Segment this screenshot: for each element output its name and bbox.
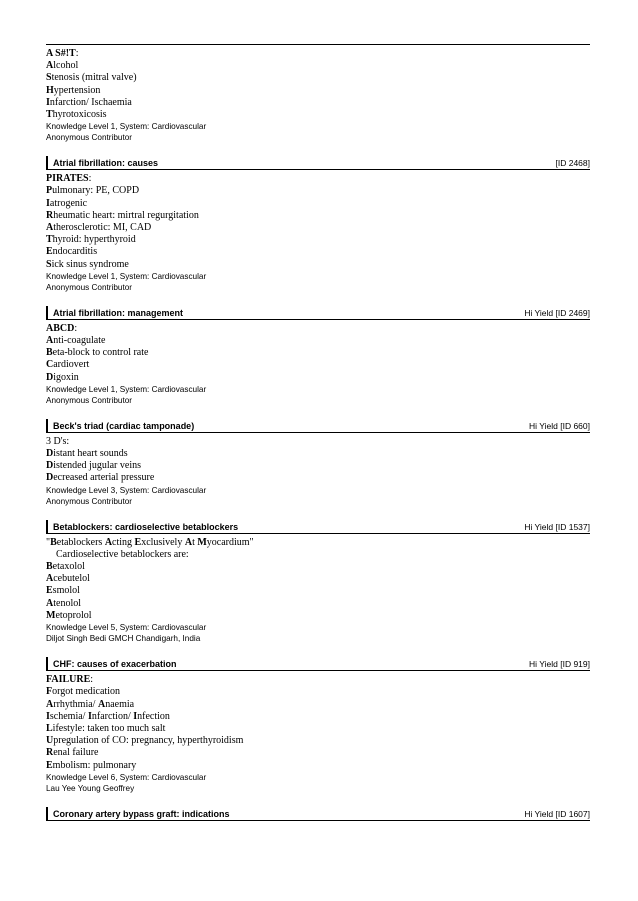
mnemonic-text: :: [74, 322, 78, 334]
mnemonic-line: [46, 573, 590, 585]
mnemonic-letter: T: [46, 234, 53, 246]
mnemonic-text: smolol: [52, 585, 80, 597]
knowledge-level: Knowledge Level 1, System: Cardiovascular: [46, 122, 207, 132]
knowledge-level: Knowledge Level 3, System: Cardiovascular: [46, 485, 207, 495]
mnemonic-text: tenosis (mitral valve): [51, 72, 137, 84]
mnemonic-line: [46, 210, 590, 222]
mnemonic-letter: H: [46, 84, 54, 96]
entry-title: Betablockers: cardioselective betablockers: [53, 521, 239, 532]
mnemonic-line: [46, 372, 590, 384]
contributor: Anonymous Contributor: [46, 282, 133, 292]
mnemonic-entry: [46, 156, 590, 293]
mnemonic-text: etoprolol: [55, 609, 92, 621]
contributor: Anonymous Contributor: [46, 395, 133, 405]
entry-header: [46, 520, 590, 534]
mnemonic-letter: T: [46, 109, 53, 121]
mnemonic-line: [46, 436, 590, 448]
mnemonic-letter: ABCD: [46, 322, 75, 334]
knowledge-level: Knowledge Level 5, System: Cardiovascular: [46, 623, 207, 633]
mnemonic-line: [46, 323, 590, 335]
entry-meta: Hi Yield [ID 1607]: [524, 808, 590, 819]
mnemonic-line: [46, 246, 590, 258]
mnemonic-entry: [46, 657, 590, 794]
mnemonic-entry: [46, 520, 590, 644]
mnemonic-text: therosclerotic: MI, CAD: [53, 222, 152, 234]
mnemonic-letter: I: [46, 96, 50, 108]
mnemonic-letter: A: [46, 60, 54, 72]
mnemonic-line: [46, 460, 590, 472]
mnemonic-text: orgot medication: [52, 686, 120, 698]
mnemonic-text: ndocarditis: [52, 246, 98, 258]
mnemonic-text: hyroid: hyperthyroid: [52, 234, 136, 246]
mnemonic-line: [46, 173, 590, 185]
entry-meta: [ID 2468]: [555, 158, 590, 169]
mnemonic-text: istended jugular veins: [53, 460, 141, 472]
mnemonic-text: ifestyle: taken too much salt: [52, 722, 166, 734]
contributor: Anonymous Contributor: [46, 496, 133, 506]
entry-meta: Hi Yield [ID 2469]: [524, 307, 590, 318]
entry-header: [46, 657, 590, 671]
knowledge-level: Knowledge Level 6, System: Cardiovascular: [46, 772, 207, 782]
mnemonic-text: cebutelol: [53, 573, 90, 585]
mnemonic-line: [46, 335, 590, 347]
mnemonic-text: :: [75, 48, 79, 59]
mnemonic-letter: D: [46, 472, 54, 484]
mnemonic-text: ulmonary: PE, COPD: [52, 185, 140, 197]
entry-title: Atrial fibrillation: management: [53, 307, 184, 318]
mnemonic-text: mbolism: pulmonary: [52, 759, 137, 771]
mnemonic-line: [46, 60, 590, 72]
mnemonic-entry: [46, 306, 590, 406]
mnemonic-entry: [46, 807, 590, 821]
mnemonic-text: tenolol: [53, 597, 82, 609]
entry-header: [46, 807, 590, 821]
mnemonic-letter: B: [46, 561, 53, 573]
mnemonic-letter: B: [46, 347, 53, 359]
mnemonic-letter: S: [46, 72, 52, 84]
mnemonic-line: [46, 723, 590, 735]
entry-title: Coronary artery bypass graft: indications: [53, 808, 230, 819]
mnemonic-text: ardiovert: [53, 359, 90, 371]
knowledge-level: Knowledge Level 1, System: Cardiovascular: [46, 384, 207, 394]
contributor: Lau Yee Young Geoffrey: [46, 783, 135, 793]
mnemonic-line: [46, 610, 590, 622]
mnemonic-letter: D: [46, 448, 54, 460]
mnemonic-line: Ischemia/ Infarction/ Infection: [46, 710, 170, 722]
entry-header: [46, 419, 590, 433]
mnemonic-text: lcohol: [53, 60, 79, 72]
mnemonic-line: [46, 598, 590, 610]
mnemonic-line: Arrhythmia/ Anaemia: [46, 698, 135, 710]
mnemonic-text: igoxin: [53, 371, 79, 383]
mnemonic-text: nfarction/ Ischaemia: [49, 96, 132, 108]
mnemonic-line: [46, 85, 590, 97]
mnemonic-line: "Betablockers Acting Exclusively At Myocardium": [46, 536, 254, 548]
mnemonic-text: Cardioselective betablockers are:: [56, 548, 189, 560]
entry-header: [46, 156, 590, 170]
mnemonic-letter: M: [46, 609, 56, 621]
mnemonic-text: enal failure: [53, 747, 99, 759]
mnemonic-text: atrogenic: [49, 197, 88, 209]
mnemonic-letter: C: [46, 359, 54, 371]
mnemonic-letter: A: [46, 335, 54, 347]
mnemonic-letter: A S#!T: [46, 48, 76, 59]
mnemonic-line: [46, 585, 590, 597]
mnemonic-line: [46, 198, 590, 210]
contributor: Anonymous Contributor: [46, 133, 133, 143]
mnemonic-line: [46, 48, 590, 60]
mnemonic-text: pregulation of CO: pregnancy, hyperthyroidism: [53, 735, 244, 747]
mnemonic-line: [46, 359, 590, 371]
mnemonic-line: [46, 686, 590, 698]
mnemonic-letter: E: [46, 759, 53, 771]
mnemonic-list: [46, 48, 590, 821]
mnemonic-letter: R: [46, 747, 54, 759]
mnemonic-letter: R: [46, 209, 54, 221]
mnemonic-text: etaxolol: [52, 561, 85, 573]
mnemonic-entry: [46, 419, 590, 507]
mnemonic-line: [46, 561, 590, 573]
mnemonic-text: eta-block to control rate: [52, 347, 149, 359]
mnemonic-line: [46, 549, 590, 561]
knowledge-level: Knowledge Level 1, System: Cardiovascular: [46, 271, 207, 281]
mnemonic-letter: FAILURE: [46, 674, 91, 686]
mnemonic-line: [46, 674, 590, 686]
mnemonic-letter: L: [46, 722, 53, 734]
mnemonic-letter: A: [46, 597, 54, 609]
mnemonic-line: [46, 735, 590, 747]
mnemonic-text: 3 D's:: [46, 435, 70, 447]
entry-title: CHF: causes of exacerbation: [53, 659, 177, 670]
entry-title: Atrial fibrillation: causes: [53, 158, 159, 169]
mnemonic-letter: D: [46, 460, 54, 472]
mnemonic-line: [46, 234, 590, 246]
entry-meta: Hi Yield [ID 919]: [529, 659, 590, 670]
top-rule: [46, 44, 590, 45]
mnemonic-line: [46, 347, 590, 359]
mnemonic-line: [46, 259, 590, 271]
mnemonic-text: ypertension: [53, 84, 101, 96]
document-page: [46, 44, 590, 834]
mnemonic-letter: I: [46, 197, 50, 209]
mnemonic-line: [46, 747, 590, 759]
mnemonic-letter: E: [46, 585, 53, 597]
mnemonic-letter: E: [46, 246, 53, 258]
mnemonic-line: [46, 448, 590, 460]
mnemonic-letter: U: [46, 735, 54, 747]
entry-title: Beck's triad (cardiac tamponade): [53, 420, 195, 431]
mnemonic-letter: D: [46, 371, 54, 383]
entry-header: [46, 306, 590, 320]
mnemonic-line: [46, 472, 590, 484]
mnemonic-letter: P: [46, 185, 53, 197]
mnemonic-text: istant heart sounds: [53, 448, 128, 460]
mnemonic-letter: A: [46, 222, 54, 234]
mnemonic-letter: F: [46, 686, 53, 698]
mnemonic-letter: PIRATES: [46, 173, 89, 185]
mnemonic-line: [46, 72, 590, 84]
mnemonic-line: [46, 97, 590, 109]
entry-meta: Hi Yield [ID 660]: [529, 420, 590, 431]
entry-meta: Hi Yield [ID 1537]: [524, 521, 590, 532]
mnemonic-letter: S: [46, 258, 52, 270]
mnemonic-text: ick sinus syndrome: [51, 258, 129, 270]
mnemonic-entry: [46, 48, 590, 143]
mnemonic-line: [46, 109, 590, 121]
mnemonic-text: ecreased arterial pressure: [53, 472, 155, 484]
mnemonic-letter: A: [46, 573, 54, 585]
mnemonic-text: :: [88, 173, 92, 185]
contributor: Diljot Singh Bedi GMCH Chandigarh, India: [46, 634, 201, 644]
mnemonic-line: [46, 185, 590, 197]
mnemonic-text: heumatic heart: mirtral regurgitation: [53, 209, 199, 221]
mnemonic-text: nti-coagulate: [53, 335, 106, 347]
mnemonic-line: [46, 222, 590, 234]
mnemonic-line: [46, 760, 590, 772]
mnemonic-text: :: [90, 674, 94, 686]
mnemonic-text: hyrotoxicosis: [52, 109, 107, 121]
